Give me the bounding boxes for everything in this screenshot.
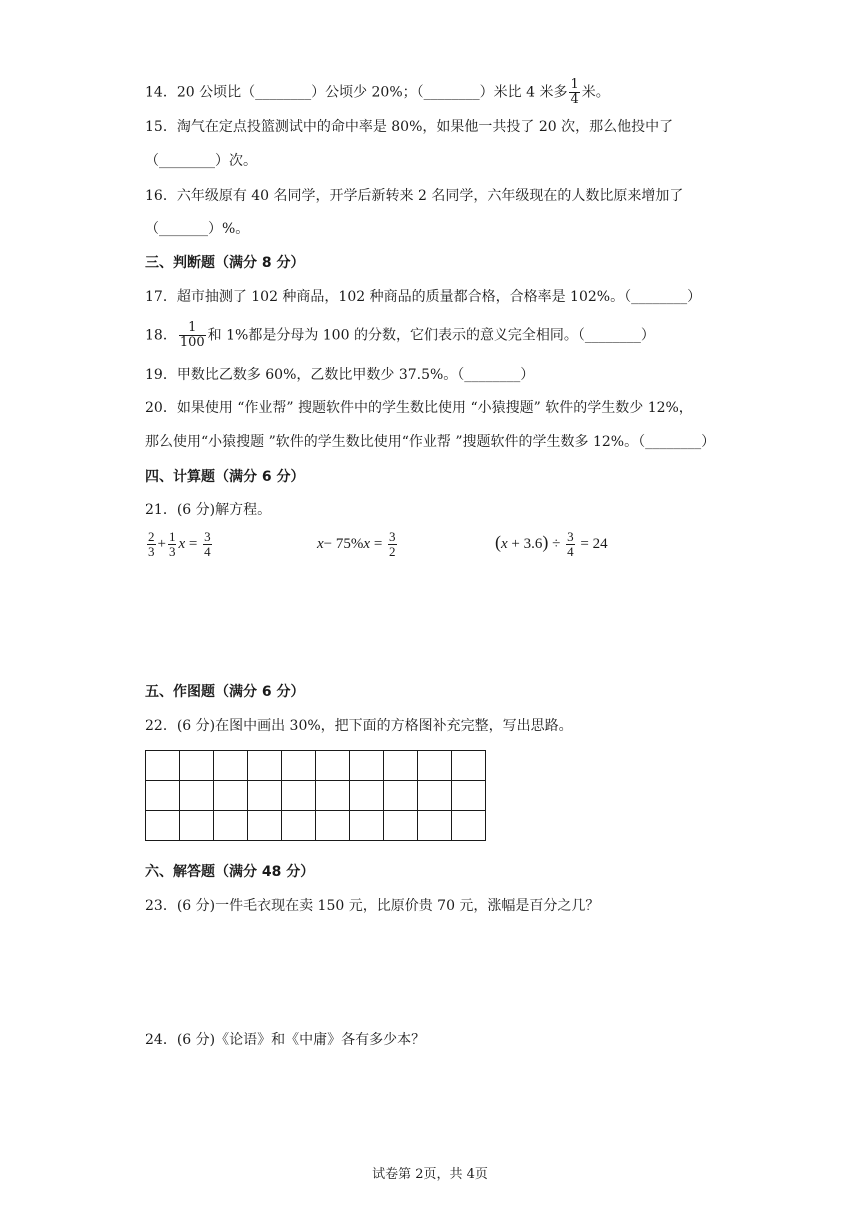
- grid-cell[interactable]: [282, 781, 316, 811]
- question-19: 19．甲数比乙数多 60%，乙数比甲数少 37.5%。（________）: [145, 367, 535, 383]
- question-20-line1: 20．如果使用 “作业帮” 搜题软件中的学生数比使用 “小猿搜题” 软件的学生数少 12%，: [145, 400, 693, 416]
- grid-cell[interactable]: [282, 811, 316, 841]
- question-18: [145, 321, 655, 350]
- q18-text: 和 1%都是分母为 100 的分数，它们表示的意义完全相同。（________）: [207, 327, 655, 344]
- grid-cell[interactable]: [452, 781, 486, 811]
- square-grid[interactable]: [145, 750, 486, 841]
- grid-cell[interactable]: [146, 751, 180, 781]
- grid-cell[interactable]: [214, 781, 248, 811]
- section-4-heading: 四、计算题（满分 6 分）: [145, 469, 305, 485]
- grid-cell[interactable]: [350, 811, 384, 841]
- equation-1: $\frac{2}{3}$ + $\frac{1}{3}$ x = $\frac{3}{4}$: [148, 529, 211, 559]
- question-24: 24．(6 分)《论语》和《中庸》各有多少本？: [145, 1032, 426, 1048]
- grid-cell[interactable]: [452, 811, 486, 841]
- q14-text-end: 米。: [581, 84, 610, 101]
- q18-number: 18．: [145, 327, 177, 344]
- grid-row: [146, 781, 486, 811]
- grid-cell[interactable]: [418, 811, 452, 841]
- question-15-line1: 15．淘气在定点投篮测试中的命中率是 80%，如果他一共投了 20 次，那么他投中了: [145, 119, 674, 135]
- grid-cell[interactable]: [214, 811, 248, 841]
- grid-cell[interactable]: [248, 751, 282, 781]
- question-20-line2: 那么使用“小猿搜题 ”软件的学生数比使用“作业帮 ”搜题软件的学生数多 12%。（________）: [145, 434, 716, 450]
- grid-cell[interactable]: [316, 811, 350, 841]
- grid-cell[interactable]: [248, 811, 282, 841]
- question-16-line1: 16．六年级原有 40 名同学，开学后新转来 2 名同学，六年级现在的人数比原来增加了: [145, 188, 684, 204]
- grid-cell[interactable]: [180, 781, 214, 811]
- grid-cell[interactable]: [350, 751, 384, 781]
- q14-text: 14．20 公顷比（________）公顷少 20%；（________）米比 4 米多: [145, 84, 568, 101]
- grid-cell[interactable]: [248, 781, 282, 811]
- grid-cell[interactable]: [418, 781, 452, 811]
- grid-cell[interactable]: [384, 781, 418, 811]
- grid-cell[interactable]: [384, 811, 418, 841]
- grid-cell[interactable]: [282, 751, 316, 781]
- grid-cell[interactable]: [146, 811, 180, 841]
- section-3-heading: 三、判断题（满分 8 分）: [145, 255, 305, 271]
- grid-cell[interactable]: [214, 751, 248, 781]
- question-14: [145, 78, 610, 107]
- question-23: 23．(6 分)一件毛衣现在卖 150 元，比原价贵 70 元，涨幅是百分之几？: [145, 898, 600, 914]
- question-16-line2: （_______）%。: [145, 221, 250, 237]
- grid-cell[interactable]: [418, 751, 452, 781]
- section-6-heading: 六、解答题（满分 48 分）: [145, 864, 315, 880]
- grid-cell[interactable]: [452, 751, 486, 781]
- fraction-one-quarter: $\frac{1}{4}$: [570, 77, 579, 107]
- page-footer: 试卷第 2页，共 4页: [372, 1167, 488, 1182]
- grid-cell[interactable]: [180, 811, 214, 841]
- equation-2: x− 75%x = $\frac{3}{2}$: [317, 529, 396, 559]
- grid-cell[interactable]: [316, 751, 350, 781]
- grid-cell[interactable]: [350, 781, 384, 811]
- equation-3: (x + 3.6) ÷ $\frac{3}{4}$ = 24: [495, 529, 608, 559]
- grid-cell[interactable]: [384, 751, 418, 781]
- question-15-line2: （________）次。: [145, 153, 257, 169]
- grid-row: [146, 751, 486, 781]
- grid-cell[interactable]: [316, 781, 350, 811]
- question-21: 21．(6 分)解方程。: [145, 502, 272, 518]
- question-17: 17．超市抽测了 102 种商品，102 种商品的质量都合格，合格率是 102%。（________）: [145, 289, 702, 305]
- grid-cell[interactable]: [146, 781, 180, 811]
- question-22: 22．(6 分)在图中画出 30%，把下面的方格图补充完整，写出思路。: [145, 718, 573, 734]
- grid-row: [146, 811, 486, 841]
- grid-cell[interactable]: [180, 751, 214, 781]
- fraction-one-hundredth: $\frac{1}{100}$: [179, 320, 205, 350]
- section-5-heading: 五、作图题（满分 6 分）: [145, 684, 305, 700]
